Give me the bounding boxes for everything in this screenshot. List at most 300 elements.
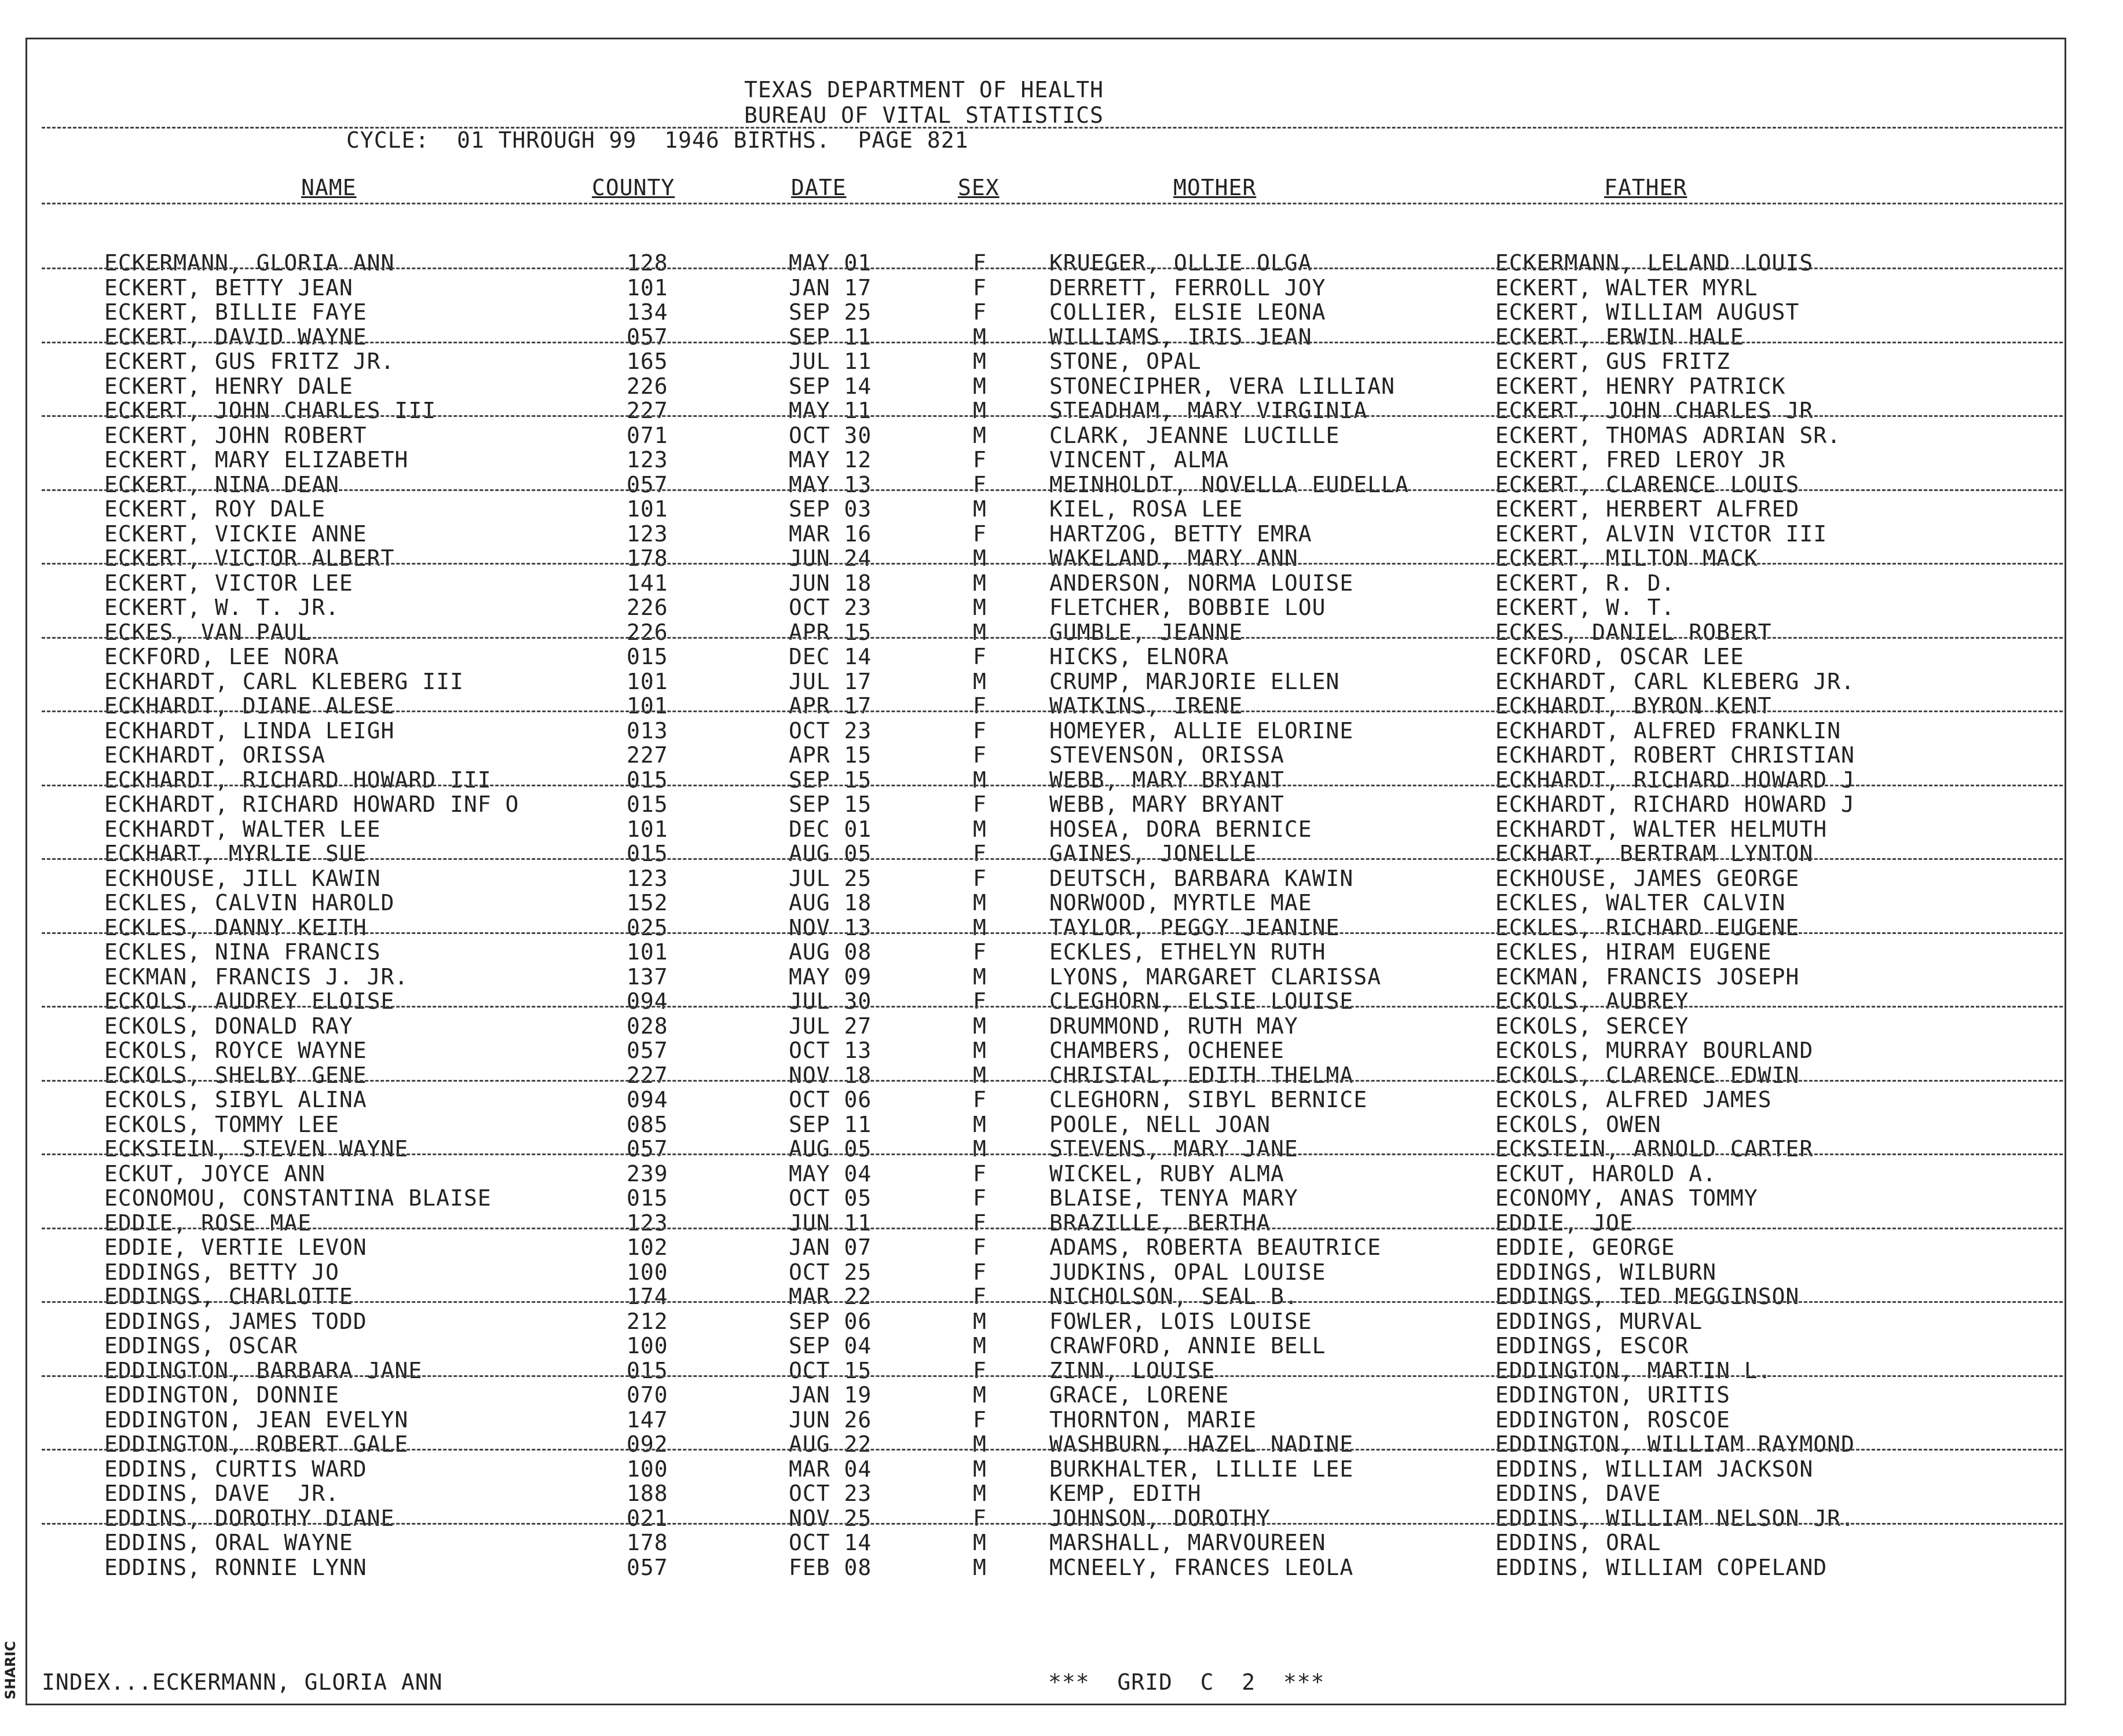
- cell-mother: STEVENS, MARY JANE: [1049, 1136, 1298, 1162]
- cell-name: ECKHARDT, ORISSA: [104, 742, 326, 768]
- cell-name: ECKERT, GUS FRITZ JR.: [104, 349, 395, 374]
- cell-sex: F: [973, 1284, 987, 1309]
- cell-father: ECKERT, W. T.: [1495, 595, 1675, 620]
- cell-date: DEC 01: [789, 816, 872, 842]
- cell-mother: WEBB, MARY BRYANT: [1049, 792, 1284, 817]
- table-row: [0, 939, 2123, 964]
- table-row: [0, 792, 2123, 816]
- cell-father: EDDINGTON, MARTIN L.: [1495, 1357, 1772, 1383]
- table-row: [0, 1259, 2123, 1284]
- cell-father: EDDINGS, TED MEGGINSON: [1495, 1284, 1800, 1309]
- cell-county: 226: [627, 595, 668, 620]
- cell-father: ECKSTEIN, ARNOLD CARTER: [1495, 1136, 1814, 1162]
- cell-date: OCT 23: [789, 595, 872, 620]
- cell-mother: DRUMMOND, RUTH MAY: [1049, 1013, 1298, 1039]
- cell-sex: F: [973, 1235, 987, 1260]
- cell-sex: M: [973, 1111, 987, 1137]
- cell-mother: ADAMS, ROBERTA BEAUTRICE: [1049, 1235, 1382, 1260]
- cell-date: NOV 18: [789, 1062, 872, 1088]
- cell-sex: F: [973, 521, 987, 547]
- cell-sex: M: [973, 619, 987, 645]
- cell-father: ECKHARDT, ALFRED FRANKLIN: [1495, 717, 1841, 744]
- cell-county: 101: [627, 274, 668, 301]
- cell-name: EDDINS, CURTIS WARD: [104, 1456, 367, 1482]
- cell-father: EDDINS, WILLIAM NELSON JR.: [1495, 1505, 1855, 1531]
- cell-date: SEP 11: [789, 324, 872, 350]
- column-header-father: FATHER: [1604, 175, 1688, 200]
- cell-sex: M: [973, 1456, 987, 1482]
- table-row: [0, 1382, 2123, 1407]
- cell-mother: CLEGHORN, ELSIE LOUISE: [1049, 988, 1354, 1014]
- cell-date: SEP 04: [789, 1333, 872, 1358]
- table-row: [0, 1407, 2123, 1431]
- table-row: [0, 373, 2123, 398]
- cell-name: ECKERMANN, GLORIA ANN: [104, 250, 395, 276]
- cell-county: 188: [627, 1481, 668, 1506]
- table-row: [0, 1506, 2123, 1530]
- cell-county: 101: [627, 693, 668, 719]
- cell-date: APR 17: [789, 693, 872, 719]
- cell-father: ECONOMY, ANAS TOMMY: [1495, 1185, 1758, 1211]
- cell-father: ECKERT, JOHN CHARLES JR: [1495, 398, 1814, 423]
- cell-name: ECKOLS, TOMMY LEE: [104, 1111, 339, 1137]
- cell-mother: POOLE, NELL JOAN: [1049, 1111, 1271, 1137]
- cell-name: ECKHARDT, WALTER LEE: [104, 816, 381, 842]
- cell-sex: M: [973, 324, 987, 350]
- cell-name: ECKOLS, ROYCE WAYNE: [104, 1038, 367, 1063]
- cell-county: 174: [627, 1284, 668, 1309]
- cell-county: 071: [627, 422, 668, 448]
- cell-sex: M: [973, 349, 987, 374]
- cell-mother: JOHNSON, DOROTHY: [1049, 1505, 1271, 1531]
- cell-mother: KRUEGER, OLLIE OLGA: [1049, 250, 1312, 276]
- cell-mother: TAYLOR, PEGGY JEANINE: [1049, 914, 1340, 940]
- cell-name: ECKHARDT, CARL KLEBERG III: [104, 668, 464, 694]
- cell-date: SEP 06: [789, 1308, 872, 1334]
- cell-date: JAN 19: [789, 1382, 872, 1408]
- header-cycle: CYCLE: 01 THROUGH 99 1946 BIRTHS. PAGE 821: [346, 127, 969, 153]
- cell-county: 227: [627, 398, 668, 423]
- cell-county: 015: [627, 644, 668, 669]
- cell-mother: FOWLER, LOIS LOUISE: [1049, 1308, 1312, 1334]
- cell-county: 123: [627, 521, 668, 547]
- table-row: [0, 521, 2123, 545]
- cell-sex: F: [973, 1087, 987, 1112]
- table-row: [0, 1431, 2123, 1456]
- cell-name: ECKERT, VICTOR ALBERT: [104, 545, 395, 571]
- cell-name: ECKHARDT, RICHARD HOWARD III: [104, 767, 492, 793]
- cell-sex: M: [973, 914, 987, 940]
- table-row: [0, 669, 2123, 693]
- cell-county: 070: [627, 1382, 668, 1408]
- cell-name: ECKSTEIN, STEVEN WAYNE: [104, 1136, 409, 1162]
- cell-name: EDDINS, DOROTHY DIANE: [104, 1505, 395, 1531]
- cell-county: 057: [627, 471, 668, 497]
- table-row: [0, 423, 2123, 447]
- cell-county: 015: [627, 792, 668, 817]
- cell-mother: GAINES, JONELLE: [1049, 841, 1257, 866]
- cell-date: MAY 12: [789, 447, 872, 473]
- cell-mother: BURKHALTER, LILLIE LEE: [1049, 1456, 1354, 1482]
- cell-father: ECKOLS, AUBREY: [1495, 988, 1689, 1014]
- cell-county: 123: [627, 1210, 668, 1236]
- cell-sex: M: [973, 816, 987, 842]
- cell-mother: CHRISTAL, EDITH THELMA: [1049, 1062, 1354, 1088]
- cell-sex: F: [973, 447, 987, 473]
- table-row: [0, 545, 2123, 570]
- cell-name: ECKERT, JOHN CHARLES III: [104, 398, 437, 423]
- cell-name: ECKLES, NINA FRANCIS: [104, 939, 381, 965]
- cell-date: MAR 16: [789, 521, 872, 547]
- cell-mother: THORNTON, MARIE: [1049, 1407, 1257, 1433]
- cell-father: EDDIE, JOE: [1495, 1210, 1634, 1236]
- cell-sex: M: [973, 668, 987, 694]
- cell-father: EDDIE, GEORGE: [1495, 1235, 1675, 1260]
- cell-sex: M: [973, 545, 987, 571]
- cell-sex: F: [973, 717, 987, 744]
- cell-sex: M: [973, 496, 987, 522]
- cell-name: EDDINS, DAVE JR.: [104, 1481, 339, 1506]
- cell-sex: M: [973, 1308, 987, 1334]
- cell-sex: M: [973, 595, 987, 620]
- cell-county: 123: [627, 447, 668, 473]
- cell-sex: F: [973, 792, 987, 817]
- cell-date: MAR 04: [789, 1456, 872, 1482]
- table-row: [0, 1112, 2123, 1136]
- cell-sex: M: [973, 1013, 987, 1039]
- cell-sex: M: [973, 964, 987, 990]
- cell-father: EDDINS, DAVE: [1495, 1481, 1661, 1506]
- cell-sex: F: [973, 471, 987, 497]
- cell-father: ECKHOUSE, JAMES GEORGE: [1495, 865, 1800, 891]
- table-row: [0, 816, 2123, 841]
- cell-mother: NICHOLSON, SEAL B.: [1049, 1284, 1298, 1309]
- table-row: [0, 1333, 2123, 1357]
- cell-mother: GRACE, LORENE: [1049, 1382, 1229, 1408]
- cell-father: EDDINGS, MURVAL: [1495, 1308, 1703, 1334]
- table-row: [0, 1481, 2123, 1505]
- cell-name: EDDINGS, CHARLOTTE: [104, 1284, 353, 1309]
- table-row: [0, 1555, 2123, 1579]
- cell-county: 015: [627, 1185, 668, 1211]
- cell-sex: F: [973, 865, 987, 891]
- cell-father: ECKERT, CLARENCE LOUIS: [1495, 471, 1800, 497]
- cell-father: ECKHARDT, RICHARD HOWARD J: [1495, 792, 1855, 817]
- cell-sex: M: [973, 1038, 987, 1063]
- cell-mother: FLETCHER, BOBBIE LOU: [1049, 595, 1326, 620]
- cell-date: MAY 01: [789, 250, 872, 276]
- table-row: [0, 1161, 2123, 1185]
- cell-father: ECKHARDT, CARL KLEBERG JR.: [1495, 668, 1855, 694]
- cell-name: EDDINGTON, BARBARA JANE: [104, 1357, 423, 1383]
- cell-county: 013: [627, 717, 668, 744]
- cell-date: SEP 11: [789, 1111, 872, 1137]
- cell-father: ECKERT, ALVIN VICTOR III: [1495, 521, 1828, 547]
- cell-date: OCT 23: [789, 1481, 872, 1506]
- cell-name: ECKERT, VICKIE ANNE: [104, 521, 367, 547]
- cell-mother: STONE, OPAL: [1049, 349, 1202, 374]
- cell-sex: F: [973, 742, 987, 768]
- cell-name: ECKOLS, DONALD RAY: [104, 1013, 353, 1039]
- cell-father: ECKMAN, FRANCIS JOSEPH: [1495, 964, 1800, 990]
- table-row: [0, 644, 2123, 668]
- cell-father: ECKERT, HENRY PATRICK: [1495, 373, 1786, 399]
- cell-county: 212: [627, 1308, 668, 1334]
- cell-county: 165: [627, 349, 668, 374]
- cell-name: ECKERT, BETTY JEAN: [104, 274, 353, 301]
- cell-county: 147: [627, 1407, 668, 1433]
- table-row: [0, 1063, 2123, 1087]
- cell-mother: BRAZILLE, BERTHA: [1049, 1210, 1271, 1236]
- column-header-divider: [42, 203, 2063, 204]
- cell-sex: M: [973, 890, 987, 915]
- cell-mother: GUMBLE, JEANNE: [1049, 619, 1243, 645]
- cell-father: ECKERT, GUS FRITZ: [1495, 349, 1730, 374]
- table-row: [0, 988, 2123, 1013]
- cell-date: AUG 18: [789, 890, 872, 915]
- cell-date: APR 15: [789, 742, 872, 768]
- cell-father: ECKOLS, OWEN: [1495, 1111, 1661, 1137]
- cell-county: 028: [627, 1013, 668, 1039]
- cell-sex: M: [973, 1554, 987, 1580]
- cell-date: OCT 30: [789, 422, 872, 448]
- cell-mother: JUDKINS, OPAL LOUISE: [1049, 1259, 1326, 1285]
- cell-mother: WEBB, MARY BRYANT: [1049, 767, 1284, 793]
- cell-father: ECKERMANN, LELAND LOUIS: [1495, 250, 1814, 276]
- cell-sex: M: [973, 767, 987, 793]
- cell-father: EDDINS, WILLIAM COPELAND: [1495, 1554, 1828, 1580]
- cell-county: 178: [627, 545, 668, 571]
- cell-sex: F: [973, 1505, 987, 1531]
- cell-sex: F: [973, 1185, 987, 1211]
- cell-sex: M: [973, 1062, 987, 1088]
- cell-county: 239: [627, 1160, 668, 1186]
- cell-name: ECKHART, MYRLIE SUE: [104, 841, 367, 866]
- cell-county: 021: [627, 1505, 668, 1531]
- header-divider: [42, 127, 2063, 129]
- cell-name: EDDIE, VERTIE LEVON: [104, 1235, 367, 1260]
- cell-name: ECKERT, DAVID WAYNE: [104, 324, 367, 350]
- cell-mother: STONECIPHER, VERA LILLIAN: [1049, 373, 1395, 399]
- cell-sex: M: [973, 570, 987, 596]
- cell-date: SEP 03: [789, 496, 872, 522]
- cell-county: 137: [627, 964, 668, 990]
- column-header-county: COUNTY: [592, 175, 675, 200]
- cell-mother: WATKINS, IRENE: [1049, 693, 1243, 719]
- cell-sex: F: [973, 274, 987, 301]
- cell-father: ECKERT, MILTON MACK: [1495, 545, 1758, 571]
- cell-name: ECKERT, W. T. JR.: [104, 595, 339, 620]
- cell-sex: F: [973, 250, 987, 276]
- cell-sex: F: [973, 988, 987, 1014]
- column-header-sex: SEX: [958, 175, 1000, 200]
- cell-name: ECKHOUSE, JILL KAWIN: [104, 865, 381, 891]
- cell-date: JUN 11: [789, 1210, 872, 1236]
- cell-name: ECONOMOU, CONSTANTINA BLAISE: [104, 1185, 492, 1211]
- cell-mother: HOSEA, DORA BERNICE: [1049, 816, 1312, 842]
- cell-sex: F: [973, 1160, 987, 1186]
- cell-date: NOV 25: [789, 1505, 872, 1531]
- cell-name: ECKOLS, AUDREY ELOISE: [104, 988, 395, 1014]
- cell-county: 101: [627, 668, 668, 694]
- cell-county: 152: [627, 890, 668, 915]
- cell-date: JUN 26: [789, 1407, 872, 1433]
- cell-sex: M: [973, 398, 987, 423]
- cell-father: ECKLES, RICHARD EUGENE: [1495, 914, 1800, 940]
- cell-name: ECKERT, MARY ELIZABETH: [104, 447, 409, 473]
- table-row: [0, 841, 2123, 865]
- cell-county: 141: [627, 570, 668, 596]
- cell-sex: F: [973, 939, 987, 965]
- cell-name: ECKHARDT, LINDA LEIGH: [104, 717, 395, 744]
- column-header-date: DATE: [791, 175, 847, 200]
- cell-date: FEB 08: [789, 1554, 872, 1580]
- cell-date: JUL 11: [789, 349, 872, 374]
- cell-date: JAN 07: [789, 1235, 872, 1260]
- cell-sex: M: [973, 1136, 987, 1162]
- table-row: [0, 349, 2123, 373]
- cell-father: ECKUT, HAROLD A.: [1495, 1160, 1717, 1186]
- cell-mother: COLLIER, ELSIE LEONA: [1049, 299, 1326, 325]
- table-row: [0, 620, 2123, 644]
- table-row: [0, 1456, 2123, 1481]
- cell-sex: F: [973, 299, 987, 325]
- cell-name: EDDINGS, OSCAR: [104, 1333, 298, 1358]
- cell-father: ECKOLS, MURRAY BOURLAND: [1495, 1038, 1814, 1063]
- table-row: [0, 915, 2123, 939]
- cell-county: 085: [627, 1111, 668, 1137]
- cell-county: 128: [627, 250, 668, 276]
- table-row: [0, 693, 2123, 717]
- cell-name: ECKFORD, LEE NORA: [104, 644, 339, 669]
- table-row: [0, 275, 2123, 299]
- table-row: [0, 496, 2123, 521]
- table-row: [0, 890, 2123, 914]
- cell-name: ECKLES, CALVIN HAROLD: [104, 890, 395, 915]
- cell-mother: HICKS, ELNORA: [1049, 644, 1229, 669]
- cell-county: 227: [627, 742, 668, 768]
- table-row: [0, 1358, 2123, 1382]
- cell-mother: MCNEELY, FRANCES LEOLA: [1049, 1554, 1354, 1580]
- cell-name: EDDINS, RONNIE LYNN: [104, 1554, 367, 1580]
- cell-county: 100: [627, 1259, 668, 1285]
- cell-father: ECKOLS, SERCEY: [1495, 1013, 1689, 1039]
- cell-name: EDDINGS, JAMES TODD: [104, 1308, 367, 1334]
- cell-father: EDDINGS, ESCOR: [1495, 1333, 1689, 1358]
- cell-father: EDDINGTON, WILLIAM RAYMOND: [1495, 1431, 1855, 1457]
- cell-sex: M: [973, 1333, 987, 1358]
- cell-name: ECKERT, NINA DEAN: [104, 471, 339, 497]
- cell-sex: M: [973, 1481, 987, 1506]
- cell-sex: F: [973, 1210, 987, 1236]
- cell-date: MAR 22: [789, 1284, 872, 1309]
- table-row: [0, 1284, 2123, 1308]
- cell-name: EDDINS, ORAL WAYNE: [104, 1530, 353, 1555]
- cell-name: EDDINGTON, JEAN EVELYN: [104, 1407, 409, 1433]
- cell-mother: WICKEL, RUBY ALMA: [1049, 1160, 1284, 1186]
- cell-date: MAY 04: [789, 1160, 872, 1186]
- cell-father: ECKHART, BERTRAM LYNTON: [1495, 841, 1814, 866]
- cell-name: ECKOLS, SHELBY GENE: [104, 1062, 367, 1088]
- cell-county: 101: [627, 939, 668, 965]
- header-title-line1: TEXAS DEPARTMENT OF HEALTH: [744, 77, 1104, 102]
- cell-name: ECKERT, BILLIE FAYE: [104, 299, 367, 325]
- cell-mother: WAKELAND, MARY ANN: [1049, 545, 1298, 571]
- cell-sex: F: [973, 1407, 987, 1433]
- cell-mother: ZINN, LOUISE: [1049, 1357, 1216, 1383]
- table-row: [0, 250, 2123, 274]
- column-header-mother: MOTHER: [1173, 175, 1257, 200]
- cell-mother: BLAISE, TENYA MARY: [1049, 1185, 1298, 1211]
- table-row: [0, 866, 2123, 890]
- cell-date: SEP 14: [789, 373, 872, 399]
- cell-father: ECKERT, HERBERT ALFRED: [1495, 496, 1800, 522]
- cell-father: ECKERT, R. D.: [1495, 570, 1675, 596]
- table-row: [0, 1210, 2123, 1235]
- cell-date: OCT 25: [789, 1259, 872, 1285]
- cell-sex: F: [973, 1259, 987, 1285]
- cell-mother: WASHBURN, HAZEL NADINE: [1049, 1431, 1354, 1457]
- cell-date: AUG 08: [789, 939, 872, 965]
- cell-county: 015: [627, 767, 668, 793]
- cell-date: DEC 14: [789, 644, 872, 669]
- cell-date: AUG 05: [789, 841, 872, 866]
- cell-county: 094: [627, 988, 668, 1014]
- cell-date: MAY 09: [789, 964, 872, 990]
- cell-father: ECKERT, ERWIN HALE: [1495, 324, 1744, 350]
- table-row: [0, 1087, 2123, 1111]
- cell-father: EDDINGTON, URITIS: [1495, 1382, 1730, 1408]
- cell-date: OCT 05: [789, 1185, 872, 1211]
- cell-county: 101: [627, 496, 668, 522]
- cell-mother: CRUMP, MARJORIE ELLEN: [1049, 668, 1340, 694]
- cell-date: JUN 24: [789, 545, 872, 571]
- cell-county: 057: [627, 1136, 668, 1162]
- cell-father: ECKERT, FRED LEROY JR: [1495, 447, 1786, 473]
- table-row: [0, 595, 2123, 619]
- cell-name: ECKES, VAN PAUL: [104, 619, 312, 645]
- table-row: [0, 472, 2123, 496]
- cell-name: ECKUT, JOYCE ANN: [104, 1160, 326, 1186]
- footer-index: INDEX...ECKERMANN, GLORIA ANN: [42, 1669, 443, 1695]
- cell-sex: M: [973, 1530, 987, 1555]
- cell-date: JUL 30: [789, 988, 872, 1014]
- table-row: [0, 1136, 2123, 1160]
- cell-mother: WILLIAMS, IRIS JEAN: [1049, 324, 1312, 350]
- cell-mother: HOMEYER, ALLIE ELORINE: [1049, 717, 1354, 744]
- cell-father: ECKHARDT, WALTER HELMUTH: [1495, 816, 1828, 842]
- cell-county: 102: [627, 1235, 668, 1260]
- cell-county: 226: [627, 619, 668, 645]
- cell-mother: HARTZOG, BETTY EMRA: [1049, 521, 1312, 547]
- cell-father: ECKHARDT, ROBERT CHRISTIAN: [1495, 742, 1855, 768]
- cell-name: ECKERT, HENRY DALE: [104, 373, 353, 399]
- table-row: [0, 718, 2123, 742]
- cell-sex: F: [973, 1357, 987, 1383]
- cell-name: EDDINGTON, DONNIE: [104, 1382, 339, 1408]
- cell-mother: MEINHOLDT, NOVELLA EUDELLA: [1049, 471, 1409, 497]
- cell-date: OCT 13: [789, 1038, 872, 1063]
- cell-father: ECKLES, HIRAM EUGENE: [1495, 939, 1772, 965]
- cell-date: OCT 06: [789, 1087, 872, 1112]
- cell-county: 101: [627, 816, 668, 842]
- table-row: [0, 570, 2123, 595]
- cell-mother: MARSHALL, MARVOUREEN: [1049, 1530, 1326, 1555]
- table-row: [0, 964, 2123, 988]
- cell-father: EDDINS, WILLIAM JACKSON: [1495, 1456, 1814, 1482]
- cell-mother: KEMP, EDITH: [1049, 1481, 1202, 1506]
- cell-father: ECKES, DANIEL ROBERT: [1495, 619, 1772, 645]
